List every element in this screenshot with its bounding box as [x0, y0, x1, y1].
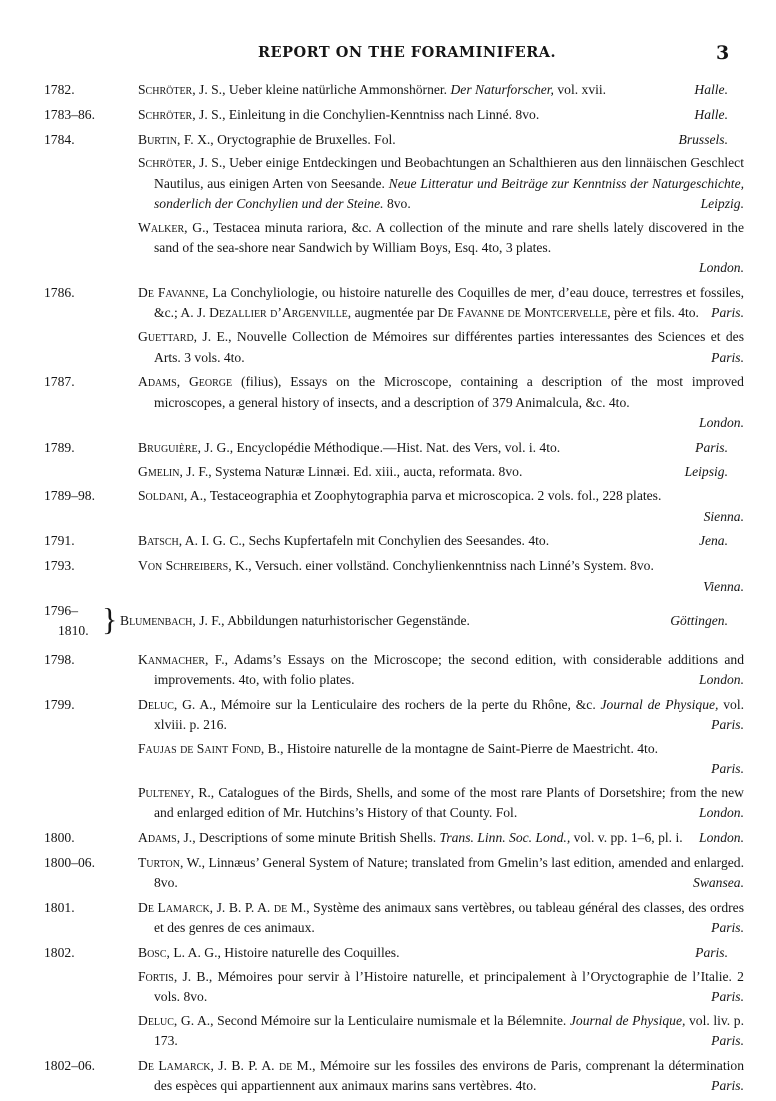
- entry-title: Abbildungen naturhistorischer Gegenstände.: [224, 613, 470, 629]
- bibliography-entry: [0, 130, 776, 150]
- entry-place: Leipzig.: [700, 195, 744, 211]
- page-header: [0, 44, 776, 70]
- entry-title: Nouvelle Collection de Mémoires sur différentes parties interessantes des Sciences et des Arts. 3 vols. 4to.: [154, 329, 744, 365]
- entry-title: Mémoires pour servir à l’Histoire naturelle, et principalement à l’Oryctographie de l’Italie. 2 vols. 8vo.: [154, 968, 744, 1005]
- entry-place: Göttingen.: [670, 613, 728, 629]
- entry-title: Versuch. einer vollständ. Conchylienkenntniss nach Linné’s System. 8vo.: [251, 558, 654, 574]
- entry-place: Paris.: [711, 305, 744, 321]
- entry-year-start: 1796–: [44, 603, 78, 619]
- bibliography-entry: [0, 601, 776, 645]
- bibliography-entry: [0, 650, 776, 691]
- entry-author: Schröter, J. S.,: [138, 106, 226, 122]
- entry-title: Mémoire sur les fossiles des environs de Paris, comprenant la détermination des espèces qui appartiennent aux animaux marins sans vertèbres. 4to.: [154, 1058, 744, 1094]
- entry-year: 1791.: [44, 533, 75, 549]
- entry-year: 1801.: [44, 900, 75, 916]
- entry-year: 1798.: [44, 651, 75, 667]
- entry-author: Soldani, A.,: [138, 488, 207, 504]
- entry-year: 1782.: [44, 82, 75, 97]
- entry-journal: Neue Litteratur und Beiträge zur Kenntniss der Naturgeschichte, sonderlich der Conchylien und der Steine.: [154, 175, 745, 211]
- entry-author: Turton, W.,: [138, 855, 206, 870]
- bibliography-entry: [0, 105, 776, 125]
- entry-title: Catalogues of the Birds, Shells, and some of the most rare Plants of Dorsetshire; from the new and enlarged edition of Mr. Hutchins’s History of that County. Fol.: [154, 785, 744, 821]
- entry-year: 1786.: [44, 285, 75, 301]
- entry-author: Deluc, G. A.,: [138, 1013, 214, 1029]
- entry-details: augmentée par: [351, 305, 438, 321]
- entry-title: Testacea minuta rariora, &c. A collection of the minute and rare shells lately discovered in the sand of the sea-shore near Sandwich by William Boys, Esq. 4to, 3 plates.: [154, 219, 745, 256]
- bibliography-entry: [0, 153, 776, 214]
- entry-author: De Lamarck, J. B. P. A. de M.,: [138, 1058, 316, 1074]
- entry-year: 1802.: [44, 945, 75, 961]
- entry-place: Paris.: [711, 717, 744, 733]
- entry-place: Leipsig.: [684, 463, 728, 479]
- page-number: 3: [716, 42, 730, 64]
- entry-place: London.: [699, 830, 744, 846]
- entry-journal: Trans. Linn. Soc. Lond.,: [439, 830, 571, 846]
- entry-year-end: 1810.: [58, 623, 89, 639]
- entry-title: Oryctographie de Bruxelles. Fol.: [213, 131, 396, 147]
- entry-author: Gmelin, J. F.,: [138, 463, 212, 479]
- bibliography-entry: [0, 783, 776, 824]
- bibliography-entry: [0, 828, 776, 848]
- bibliography-entry: [0, 943, 776, 963]
- entry-author: Kanmacher, F.,: [138, 651, 229, 667]
- entry-author: De Lamarck, J. B. P. A. de M.,: [138, 900, 310, 916]
- entry-place: Swansea.: [693, 875, 744, 891]
- entry-author: Bruguière, J. G.,: [138, 439, 234, 455]
- entry-place: Paris.: [711, 989, 744, 1005]
- bibliography-entry: [0, 853, 776, 894]
- bibliography-list: [0, 80, 776, 1101]
- entry-year: 1789–98.: [44, 488, 95, 504]
- entry-place: Jena.: [698, 533, 728, 549]
- entry-year: 1802–06.: [44, 1058, 95, 1074]
- entry-author: Deluc, G. A.,: [138, 696, 216, 712]
- entry-title: Systema Naturæ Linnæi. Ed. xiii., aucta, reformata. 8vo.: [211, 463, 523, 479]
- entry-author: De Favanne,: [138, 285, 209, 301]
- entry-place: Vienna.: [703, 578, 744, 594]
- entry-title: Ueber kleine natürliche Ammonshörner.: [225, 82, 451, 97]
- entry-year: 1800–06.: [44, 855, 95, 870]
- entry-place: Paris.: [695, 945, 728, 961]
- entry-place: London.: [699, 672, 744, 688]
- entry-title: Sechs Kupfertafeln mit Conchylien des Seesandes. 4to.: [245, 533, 550, 549]
- entry-details: vol. v. pp. 1–6, pl. i.: [570, 830, 683, 846]
- bibliography-entry: [0, 739, 776, 780]
- bibliography-entry: [0, 486, 776, 527]
- entry-author: Schröter, J. S.,: [138, 155, 226, 171]
- entry-title: Einleitung in die Conchylien-Kenntniss nach Linné. 8vo.: [225, 106, 540, 122]
- bibliography-entry: [0, 372, 776, 433]
- entry-title: Système des animaux sans vertèbres, ou tableau général des classes, des ordres et des genres de ces animaux.: [154, 900, 744, 936]
- bibliography-entry: [0, 1056, 776, 1097]
- entry-author: Adams, J.,: [138, 830, 196, 846]
- entry-journal: Journal de Physique,: [600, 696, 719, 712]
- entry-author: Bosc, L. A. G.,: [138, 945, 221, 961]
- running-title: REPORT ON THE FORAMINIFERA.: [258, 44, 557, 61]
- entry-title: Histoire naturelle de la montagne de Saint-Pierre de Maestricht. 4to.: [283, 741, 659, 757]
- entry-year: 1789.: [44, 439, 75, 455]
- bibliography-entry: [0, 218, 776, 279]
- entry-journal: Journal de Physique,: [569, 1013, 686, 1029]
- entry-year: 1799.: [44, 696, 75, 712]
- entry-place: Paris.: [711, 1078, 744, 1094]
- brace-glyph: }: [102, 601, 118, 638]
- entry-author: Burtin, F. X.,: [138, 131, 214, 147]
- entry-author: Blumenbach, J. F.,: [120, 613, 225, 629]
- bibliography-entry: [0, 80, 776, 100]
- entry-title: La Conchyliologie, ou histoire naturelle des Coquilles de mer, d’eau douce, terrestres et fossiles, &c.; A. J.: [154, 285, 745, 321]
- entry-author: Guettard, J. E.,: [138, 329, 232, 345]
- entry-author: Adams, George: [138, 374, 233, 390]
- entry-title: Encyclopédie Méthodique.—Hist. Nat. des Vers, vol. i. 4to.: [233, 439, 561, 455]
- entry-journal: Der Naturforscher,: [450, 82, 554, 97]
- entry-title: Second Mémoire sur la Lenticulaire numismale et la Bélemnite.: [213, 1013, 570, 1029]
- entry-place: London.: [699, 260, 744, 276]
- entry-author: Schröter, J. S.,: [138, 82, 226, 97]
- entry-title: Histoire naturelle des Coquilles.: [220, 945, 400, 961]
- entry-title: Ueber einige Entdeckingen und Beobachtungen an Schalthieren aus den linnäischen Geschlect Nautilus, aus einigen Arten von Seesande.: [154, 155, 744, 191]
- bibliography-entry: [0, 438, 776, 458]
- entry-author: Walker, G.,: [138, 219, 209, 235]
- bibliography-entry: [0, 556, 776, 597]
- entry-year: 1783–86.: [44, 106, 95, 122]
- entry-details-2: père et fils. 4to.: [610, 305, 699, 321]
- bibliography-entry: [0, 695, 776, 736]
- entry-title: (filius), Essays on the Microscope, containing a description of the most improved microscopes, a general history of insects, and a description of 379 Animalcula, &c. 4to.: [154, 374, 744, 410]
- entry-author-3: De Favanne de Montcervelle,: [437, 305, 611, 321]
- entry-title: Mémoire sur la Lenticulaire des rochers de la perte du Rhône, &c.: [215, 696, 601, 712]
- entry-place: London.: [699, 805, 744, 821]
- entry-details: vol. xlviii. p. 216.: [154, 696, 744, 733]
- entry-place: Sienna.: [703, 508, 744, 524]
- entry-author: Batsch, A. I. G. C.,: [138, 533, 246, 549]
- entry-year: 1793.: [44, 558, 75, 574]
- bibliography-entry: [0, 1011, 776, 1052]
- bibliography-entry: [0, 967, 776, 1008]
- year-range: [44, 601, 124, 643]
- entry-author: Pulteney, R.,: [138, 785, 215, 801]
- entry-place: Paris.: [695, 439, 728, 455]
- entry-year: 1787.: [44, 374, 75, 390]
- entry-year: 1784.: [44, 131, 75, 147]
- entry-details: 8vo.: [383, 195, 411, 211]
- entry-place: Paris.: [711, 1033, 744, 1049]
- entry-place: Paris.: [711, 761, 744, 777]
- bibliography-entry: [0, 327, 776, 368]
- entry-place: Halle.: [694, 106, 728, 122]
- bibliography-entry: [0, 462, 776, 482]
- entry-title: Descriptions of some minute British Shells.: [195, 830, 440, 846]
- entry-author: Von Schreibers, K.,: [138, 558, 252, 574]
- entry-title: Testaceographia et Zoophytographia parva et microscopica. 2 vols. fol., 228 plates.: [206, 488, 662, 504]
- entry-author: Faujas de Saint Fond, B.,: [138, 741, 284, 757]
- entry-details: vol. liv. p. 173.: [154, 1013, 744, 1049]
- entry-title: Adams’s Essays on the Microscope; the second edition, with considerable additions and improvements. 4to, with folio plates.: [154, 651, 744, 688]
- entry-title: Linnæus’ General System of Nature; translated from Gmelin’s last edition, amended and enlarged. 8vo.: [154, 855, 744, 891]
- entry-place: Brussels.: [678, 131, 728, 147]
- entry-place: London.: [699, 414, 744, 430]
- bibliography-entry: [0, 898, 776, 939]
- entry-author-2: Dezallier d’Argenville,: [209, 305, 352, 321]
- entry-place: Paris.: [711, 349, 744, 365]
- entry-year: 1800.: [44, 830, 75, 846]
- bibliography-entry: [0, 283, 776, 324]
- entry-place: Halle.: [694, 82, 728, 97]
- entry-details: vol. xvii.: [553, 82, 607, 97]
- bibliography-entry: [0, 531, 776, 551]
- entry-author: Fortis, J. B.,: [138, 968, 213, 984]
- entry-place: Paris.: [711, 920, 744, 936]
